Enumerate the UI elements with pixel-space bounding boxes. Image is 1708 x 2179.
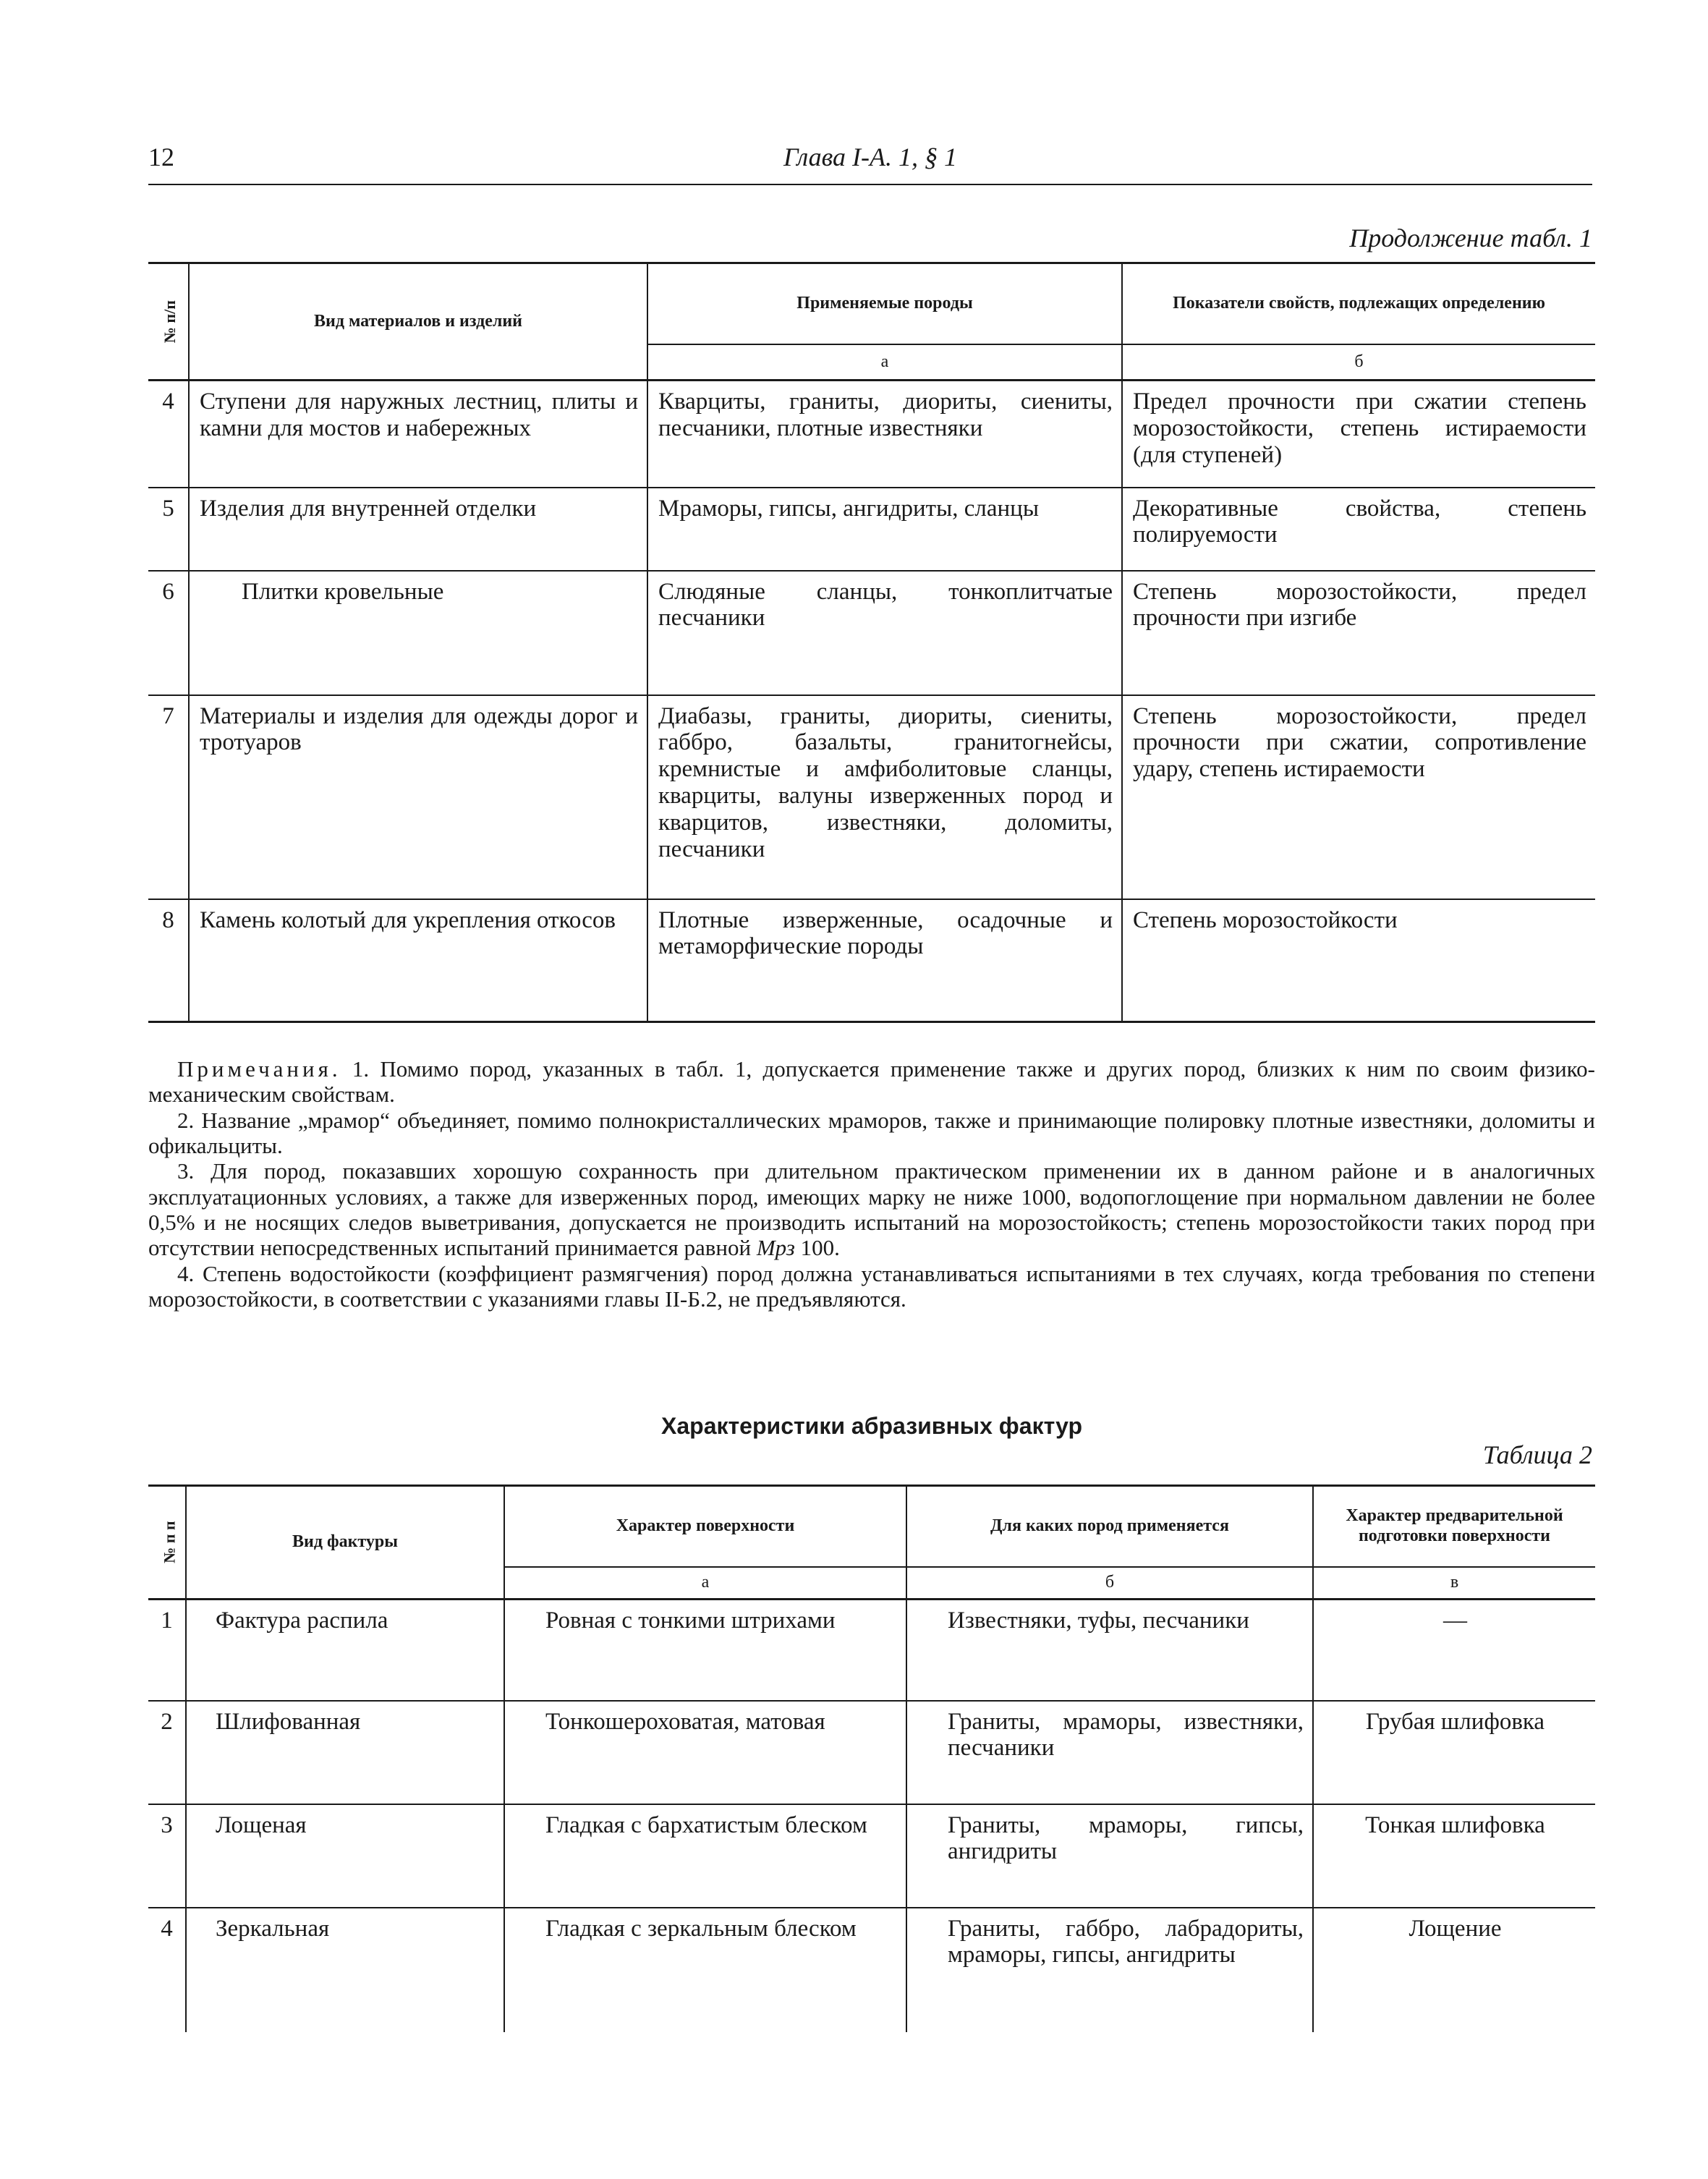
row-number: 8 <box>148 899 189 1022</box>
table2-title: Характеристики абразивных фактур <box>661 1413 1082 1439</box>
table1-row <box>148 381 1595 488</box>
material-cell: Изделия для внутренней отделки <box>189 488 647 571</box>
table1-subheader-a: а <box>647 344 1122 381</box>
table2-subheader-a: а <box>504 1567 906 1600</box>
rocks-cell: Кварциты, граниты, диориты, сиениты, песчаники, плотные известняки <box>647 381 1122 488</box>
rocks-cell: Плотные изверженные, осадочные и метаморфические породы <box>647 899 1122 1022</box>
table1-header-material: Вид материалов и изделий <box>189 263 647 381</box>
table1-row <box>148 488 1595 571</box>
surface-cell: Ровная с тонкими штрихами <box>504 1600 906 1701</box>
preparation-cell: Тонкая шлифовка <box>1365 1811 1545 1838</box>
note-2: 2. Название „мрамор“ объединяет, помимо полнокристаллических мраморов, также и принимающие полировку плотные известняки, доломиты и офикальциты. <box>148 1107 1595 1158</box>
table1-row <box>148 899 1595 1022</box>
properties-cell: Предел прочности при сжатии степень морозостойкости, степень истираемости (для ступеней) <box>1133 388 1586 468</box>
properties-cell: Степень морозостойкости, предел прочности при сжатии, сопротивление удару, степень истираемости <box>1133 702 1586 783</box>
note-1 <box>148 1056 1595 1108</box>
row-number: 7 <box>148 695 189 899</box>
texture-cell: Шлифованная <box>186 1701 504 1804</box>
table2-row <box>148 1600 1595 1701</box>
surface-cell: Тонкошероховатая, матовая <box>504 1701 906 1804</box>
notes-heading: Примечания. <box>177 1056 341 1082</box>
chapter-title: Глава I-А. 1, § 1 <box>783 143 958 171</box>
properties-cell: Степень морозостойкости <box>1133 906 1398 933</box>
note-3 <box>148 1158 1595 1260</box>
rocks-cell: Граниты, габбро, лабрадориты, мраморы, гипсы, ангидриты <box>906 1908 1313 2032</box>
table2-label: Таблица 2 <box>1482 1440 1592 1469</box>
table1-header-rocks: Применяемые породы <box>647 263 1122 344</box>
rocks-cell: Диабазы, граниты, диориты, сиениты, габбро, базальты, гранитогнейсы, кремнистые и амфиболитовые сланцы, кварциты, валуны изверженных пород и кварцитов, известняки, доломиты, песчаники <box>647 695 1122 899</box>
texture-cell: Фактура распила <box>186 1600 504 1701</box>
table2-row <box>148 1701 1595 1804</box>
table1-header-num: № п/п <box>148 263 189 381</box>
note-3-mark: Мрз <box>756 1235 795 1261</box>
properties-cell: Степень морозостойкости, предел прочности при изгибе <box>1133 578 1586 632</box>
row-number: 6 <box>148 571 189 695</box>
texture-cell: Лощеная <box>186 1804 504 1908</box>
table2-header-texture: Вид фактуры <box>186 1486 504 1600</box>
note-4: 4. Степень водостойкости (коэффициент размягчения) пород должна устанавливаться испытаниями в тех случаях, когда требования по степени морозостойкости, в соответствии с указаниями главы II-Б.2, не предъявляются. <box>148 1260 1595 1312</box>
properties-cell: Декоративные свойства, степень полируемости <box>1133 495 1586 548</box>
table2-row <box>148 1908 1595 2032</box>
row-number: 4 <box>148 1908 186 2032</box>
material-cell: Плитки кровельные <box>189 571 647 695</box>
row-number: 5 <box>148 488 189 571</box>
note-1-text: 1. Помимо пород, указанных в табл. 1, допускается применение также и других пород, близких к ним по своим физико-механическим свойствам. <box>148 1056 1595 1108</box>
rocks-cell: Известняки, туфы, песчаники <box>906 1600 1313 1701</box>
texture-cell: Зеркальная <box>186 1908 504 2032</box>
table1 <box>148 262 1595 1023</box>
running-head <box>148 142 1592 185</box>
note-3-value: 100. <box>800 1235 840 1261</box>
page-number: 12 <box>148 143 174 171</box>
table1-header-properties: Показатели свойств, подлежащих определению <box>1122 263 1595 344</box>
row-number: 2 <box>148 1701 186 1804</box>
notes <box>148 1056 1595 1312</box>
table2-header-num: № п п <box>148 1486 186 1600</box>
table2-header-rocks: Для каких пород применяется <box>906 1486 1313 1567</box>
note-3-text: 3. Для пород, показавших хорошую сохранность при длительном практическом применении их в данном районе и в аналогичных эксплуатационных условиях, а также для изверженных пород, имеющих марку не ниже 1000, водопоглощение при нормальном давлении не более 0,5% и не носящих следов выветривания, допускается не производить испытаний на морозостойкость; степень морозостойкости таких пород при отсутствии непосредственных испытаний принимается равной <box>148 1158 1595 1261</box>
rocks-cell: Граниты, мраморы, известняки, песчаники <box>906 1701 1313 1804</box>
rocks-cell: Мраморы, гипсы, ангидриты, сланцы <box>647 488 1122 571</box>
surface-cell: Гладкая с бархатистым блеском <box>504 1804 906 1908</box>
table1-subheader-b: б <box>1354 352 1364 371</box>
material-cell: Камень колотый для укрепления откосов <box>189 899 647 1022</box>
table1-row <box>148 695 1595 899</box>
table2-header-preparation: Характер предварительной подготовки поверхности <box>1313 1486 1595 1567</box>
material-cell: Материалы и изделия для одежды дорог и тротуаров <box>189 695 647 899</box>
preparation-cell: Лощение <box>1409 1915 1502 1942</box>
table2-header-surface: Характер поверхности <box>504 1486 906 1567</box>
rocks-cell: Граниты, мраморы, гипсы, ангидриты <box>906 1804 1313 1908</box>
row-number: 4 <box>148 381 189 488</box>
surface-cell: Гладкая с зеркальным блеском <box>504 1908 906 2032</box>
table1-row <box>148 571 1595 695</box>
material-cell: Ступени для наружных лестниц, плиты и камни для мостов и набережных <box>189 381 647 488</box>
row-number: 1 <box>148 1600 186 1701</box>
table2 <box>148 1484 1595 2032</box>
table1-continuation-label: Продолжение табл. 1 <box>1349 224 1592 252</box>
preparation-cell: — <box>1443 1607 1467 1634</box>
table2-subheader-c: в <box>1450 1573 1459 1592</box>
rocks-cell: Слюдяные сланцы, тонкоплитчатые песчаники <box>647 571 1122 695</box>
row-number: 3 <box>148 1804 186 1908</box>
table2-row <box>148 1804 1595 1908</box>
table2-subheader-b: б <box>906 1567 1313 1600</box>
preparation-cell: Грубая шлифовка <box>1365 1708 1545 1735</box>
